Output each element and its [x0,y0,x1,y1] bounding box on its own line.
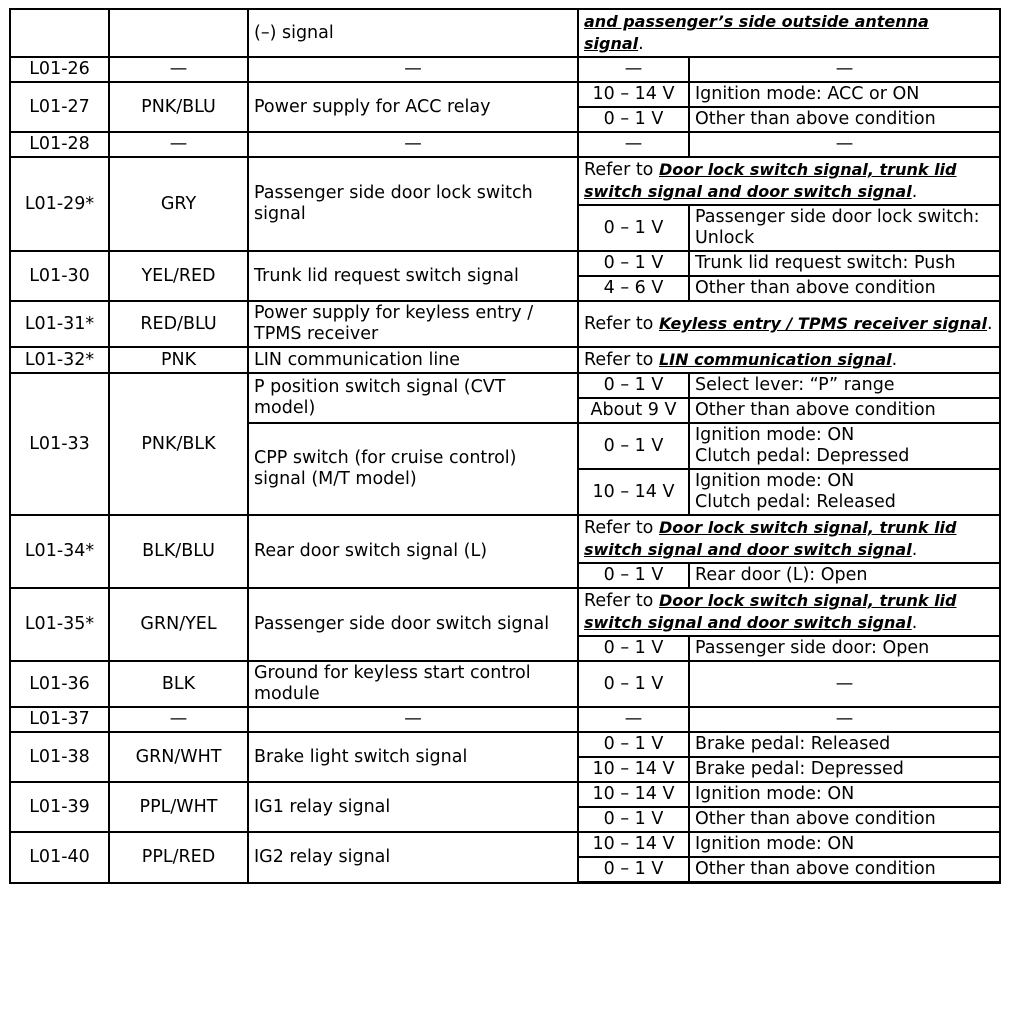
reference-prefix: Refer to [584,160,659,180]
voltage-cell: 0 – 1 V [578,807,689,832]
voltage-cell: 0 – 1 V [578,373,689,398]
condition-cell: Other than above condition [689,107,1000,132]
condition-cell: Ignition mode: ACC or ON [689,82,1000,107]
pin-cell: L01-26 [10,57,109,82]
voltage-cell: 0 – 1 V [578,732,689,757]
condition-cell: — [689,132,1000,157]
reference-end: . [987,314,993,334]
reference-end: . [911,613,918,633]
signal-cell: Rear door switch signal (L) [248,515,578,588]
reference-cell [578,301,1000,347]
signal-cell: IG1 relay signal [248,782,578,832]
pin-cell: L01-29* [10,157,109,251]
table-row [10,373,1000,398]
voltage-cell: 0 – 1 V [578,251,689,276]
signal-cell: IG2 relay signal [248,832,578,883]
voltage-cell: — [578,132,689,157]
condition-line: Clutch pedal: Depressed [695,446,910,466]
pin-cell: L01-32* [10,347,109,373]
pin-cell: L01-27 [10,82,109,132]
voltage-cell: 0 – 1 V [578,661,689,707]
condition-cell: Brake pedal: Depressed [689,757,1000,782]
voltage-cell: 10 – 14 V [578,832,689,857]
condition-cell: Ignition mode: ON [689,832,1000,857]
wire-color-cell: — [109,132,248,157]
voltage-cell: 10 – 14 V [578,82,689,107]
voltage-cell: About 9 V [578,398,689,423]
wire-color-cell [109,9,248,57]
condition-cell: Trunk lid request switch: Push [689,251,1000,276]
table-row [10,661,1000,707]
reference-cell [578,9,1000,57]
signal-cell: — [248,132,578,157]
wire-color-cell: PNK [109,347,248,373]
voltage-cell: 0 – 1 V [578,563,689,588]
table-row [10,732,1000,757]
condition-cell: Ignition mode: ON [689,782,1000,807]
reference-link[interactable]: Door lock switch signal, trunk lid switch signal and door switch signal [584,591,957,632]
terminal-table [9,8,1001,884]
pin-cell: L01-33 [10,373,109,515]
condition-cell: — [689,707,1000,732]
voltage-cell: 0 – 1 V [578,107,689,132]
table-row [10,515,1000,563]
wire-color-cell: BLK/BLU [109,515,248,588]
table-row [10,782,1000,807]
table-row [10,588,1000,636]
signal-cell: CPP switch (for cruise control) signal (M/T model) [248,423,578,515]
reference-prefix: Refer to [584,350,659,370]
table-row [10,832,1000,857]
condition-cell: Brake pedal: Released [689,732,1000,757]
voltage-cell: 4 – 6 V [578,276,689,301]
wire-color-cell: — [109,707,248,732]
pin-cell: L01-30 [10,251,109,301]
signal-cell: — [248,57,578,82]
pin-cell: L01-35* [10,588,109,661]
wire-color-cell: GRN/WHT [109,732,248,782]
condition-cell: Passenger side door: Open [689,636,1000,661]
condition-line: Ignition mode: ON [695,425,855,445]
pin-cell: L01-28 [10,132,109,157]
wire-color-cell: GRY [109,157,248,251]
voltage-cell: 10 – 14 V [578,469,689,515]
reference-prefix: Refer to [584,591,659,611]
voltage-cell: 0 – 1 V [578,636,689,661]
reference-link[interactable]: LIN communication signal [658,350,892,369]
reference-link[interactable]: Door lock switch signal, trunk lid switch signal and door switch signal [584,160,957,201]
reference-cell [578,588,1000,636]
pin-cell: L01-31* [10,301,109,347]
wire-color-cell: PPL/WHT [109,782,248,832]
signal-cell: Ground for keyless start control module [248,661,578,707]
pin-cell: L01-40 [10,832,109,883]
pin-cell: L01-37 [10,707,109,732]
pin-cell [10,9,109,57]
signal-cell: Passenger side door switch signal [248,588,578,661]
table-row [10,157,1000,205]
condition-cell: — [689,661,1000,707]
pin-cell: L01-36 [10,661,109,707]
pin-cell: L01-38 [10,732,109,782]
table-row [10,251,1000,276]
condition-line: Clutch pedal: Released [695,492,896,512]
reference-end: . [891,350,898,370]
reference-end: . [911,540,918,560]
reference-end: . [911,182,918,202]
wire-color-cell: PNK/BLU [109,82,248,132]
signal-cell: — [248,707,578,732]
reference-cell [578,515,1000,563]
pin-cell: L01-34* [10,515,109,588]
voltage-cell: — [578,57,689,82]
table-row [10,82,1000,107]
condition-cell [689,469,1000,515]
table-row [10,347,1000,373]
reference-prefix: Refer to [584,314,659,334]
reference-end: . [638,34,644,54]
signal-cell: Brake light switch signal [248,732,578,782]
wire-color-cell: GRN/YEL [109,588,248,661]
condition-cell [689,423,1000,469]
wire-color-cell: PPL/RED [109,832,248,883]
signal-cell: Power supply for ACC relay [248,82,578,132]
table-row [10,57,1000,82]
reference-cell [578,157,1000,205]
voltage-cell: 0 – 1 V [578,857,689,883]
table-row [10,301,1000,347]
wire-color-cell: PNK/BLK [109,373,248,515]
voltage-cell: 0 – 1 V [578,423,689,469]
voltage-cell: 10 – 14 V [578,757,689,782]
table-row [10,707,1000,732]
reference-cell [578,347,1000,373]
condition-cell: — [689,57,1000,82]
wire-color-cell: BLK [109,661,248,707]
table-row [10,132,1000,157]
signal-cell: Power supply for keyless entry / TPMS receiver [248,301,578,347]
reference-link[interactable]: Keyless entry / TPMS receiver signal [658,314,988,333]
condition-cell: Rear door (L): Open [689,563,1000,588]
signal-cell: LIN communication line [248,347,578,373]
wire-color-cell: RED/BLU [109,301,248,347]
wire-color-cell: YEL/RED [109,251,248,301]
signal-cell: (–) signal [248,9,578,57]
condition-cell: Select lever: “P” range [689,373,1000,398]
voltage-cell: 0 – 1 V [578,205,689,251]
table-row [10,9,1000,57]
signal-cell: P position switch signal (CVT model) [248,373,578,423]
reference-link[interactable]: Door lock switch signal, trunk lid switch signal and door switch signal [584,518,957,559]
wire-color-cell: — [109,57,248,82]
condition-cell: Other than above condition [689,398,1000,423]
signal-cell: Passenger side door lock switch signal [248,157,578,251]
terminal-table-container [9,8,1001,884]
reference-prefix: Refer to [584,518,659,538]
condition-line: Ignition mode: ON [695,471,855,491]
voltage-cell: 10 – 14 V [578,782,689,807]
pin-cell: L01-39 [10,782,109,832]
voltage-cell: — [578,707,689,732]
condition-cell: Other than above condition [689,276,1000,301]
condition-cell: Passenger side door lock switch: Unlock [689,205,1000,251]
condition-cell: Other than above condition [689,807,1000,832]
reference-link[interactable]: and passenger’s side outside antenna signal [584,12,929,53]
signal-cell: Trunk lid request switch signal [248,251,578,301]
condition-cell: Other than above condition [689,857,1000,883]
